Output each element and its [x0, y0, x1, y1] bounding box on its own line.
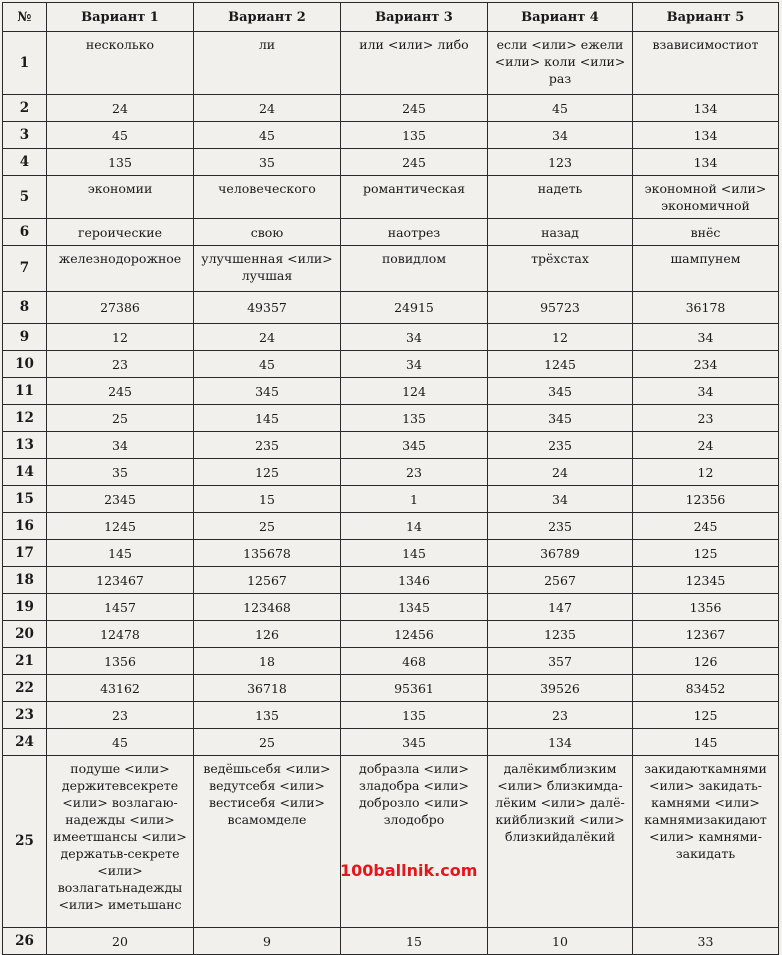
- table-row: [3, 928, 779, 955]
- answer-cell-variant-2: человеческого: [194, 176, 341, 219]
- answer-cell-variant-4: 345: [488, 405, 633, 432]
- answer-cell-variant-1: 20: [47, 928, 194, 955]
- row-number: 15: [3, 486, 47, 513]
- answer-cell-variant-5: 134: [633, 122, 779, 149]
- answer-cell-variant-3: 245: [341, 149, 488, 176]
- row-number: 10: [3, 351, 47, 378]
- table-row: [3, 459, 779, 486]
- answer-cell-variant-4: надеть: [488, 176, 633, 219]
- row-number: 12: [3, 405, 47, 432]
- table-row: [3, 432, 779, 459]
- answer-cell-variant-3: или <или> либо: [341, 32, 488, 95]
- answer-cell-variant-2: 45: [194, 122, 341, 149]
- answer-cell-variant-3: 1346: [341, 567, 488, 594]
- row-number: 25: [3, 756, 47, 928]
- row-number: 13: [3, 432, 47, 459]
- answer-cell-variant-2: 25: [194, 729, 341, 756]
- row-number: 6: [3, 219, 47, 246]
- answer-cell-variant-2: 126: [194, 621, 341, 648]
- row-number: 23: [3, 702, 47, 729]
- answer-cell-variant-2: 135678: [194, 540, 341, 567]
- answer-cell-variant-3: 135: [341, 405, 488, 432]
- answer-cell-variant-3: 34: [341, 324, 488, 351]
- answer-cell-variant-2: 345: [194, 378, 341, 405]
- answer-cell-variant-1: 123467: [47, 567, 194, 594]
- answer-cell-variant-3: 468: [341, 648, 488, 675]
- answer-cell-variant-4: 235: [488, 513, 633, 540]
- answer-cell-variant-1: героические: [47, 219, 194, 246]
- row-number: 18: [3, 567, 47, 594]
- answer-cell-variant-2: 24: [194, 95, 341, 122]
- answer-cell-variant-1: 27386: [47, 292, 194, 324]
- answer-cell-variant-3: 1: [341, 486, 488, 513]
- header-variant-2: Вариант 2: [194, 3, 341, 32]
- header-row: [3, 3, 779, 32]
- row-number: 24: [3, 729, 47, 756]
- answer-cell-variant-3: 124: [341, 378, 488, 405]
- answer-cell-variant-4: 123: [488, 149, 633, 176]
- answer-cell-variant-4: 23: [488, 702, 633, 729]
- answer-cell-variant-5: экономной <или> экономичной: [633, 176, 779, 219]
- table-row: [3, 292, 779, 324]
- answer-cell-variant-1: 34: [47, 432, 194, 459]
- answer-cell-variant-3: 135: [341, 122, 488, 149]
- answer-cell-variant-3: наотрез: [341, 219, 488, 246]
- answer-cell-variant-5: закидаюткамнями <или> закидать-камнями <или> камнямизакидают <или> камнями-закидать: [633, 756, 779, 928]
- answer-cell-variant-4: 34: [488, 486, 633, 513]
- table-row: [3, 702, 779, 729]
- table-row: [3, 405, 779, 432]
- table-row: [3, 32, 779, 95]
- answer-cell-variant-5: взависимостиот: [633, 32, 779, 95]
- answer-cell-variant-4: 36789: [488, 540, 633, 567]
- answer-cell-variant-5: внёс: [633, 219, 779, 246]
- row-number: 11: [3, 378, 47, 405]
- answer-cell-variant-1: 12: [47, 324, 194, 351]
- answer-cell-variant-4: 357: [488, 648, 633, 675]
- table-row: [3, 219, 779, 246]
- answer-cell-variant-1: 1356: [47, 648, 194, 675]
- row-number: 5: [3, 176, 47, 219]
- table-row: [3, 621, 779, 648]
- answer-cell-variant-3: 95361: [341, 675, 488, 702]
- header-variant-5: Вариант 5: [633, 3, 779, 32]
- answer-cell-variant-3: 345: [341, 729, 488, 756]
- row-number: 21: [3, 648, 47, 675]
- table-row: [3, 486, 779, 513]
- answer-cell-variant-1: 25: [47, 405, 194, 432]
- answer-cell-variant-1: подуше <или> держитевсекрете <или> возлагаю-надежды <или> имеетшансы <или> держатьв-секрете <или> возлагатьнадежды <или> иметьшанс: [47, 756, 194, 928]
- answer-cell-variant-2: 25: [194, 513, 341, 540]
- answer-cell-variant-2: 15: [194, 486, 341, 513]
- table-row: [3, 122, 779, 149]
- answer-cell-variant-4: 34: [488, 122, 633, 149]
- answer-cell-variant-1: 23: [47, 702, 194, 729]
- row-number: 2: [3, 95, 47, 122]
- answer-cell-variant-3: 345: [341, 432, 488, 459]
- answer-cell-variant-3: 24915: [341, 292, 488, 324]
- answer-cell-variant-4: 95723: [488, 292, 633, 324]
- answer-cell-variant-5: 245: [633, 513, 779, 540]
- answer-cell-variant-4: 39526: [488, 675, 633, 702]
- answer-cell-variant-5: 12: [633, 459, 779, 486]
- answer-cell-variant-5: 125: [633, 540, 779, 567]
- row-number: 8: [3, 292, 47, 324]
- header-variant-1: Вариант 1: [47, 3, 194, 32]
- answer-cell-variant-1: 45: [47, 122, 194, 149]
- header-number: №: [3, 3, 47, 32]
- row-number: 4: [3, 149, 47, 176]
- answer-cell-variant-4: назад: [488, 219, 633, 246]
- answer-cell-variant-4: 235: [488, 432, 633, 459]
- watermark: 100ballnik.com: [340, 861, 478, 880]
- answer-cell-variant-3: 23: [341, 459, 488, 486]
- answer-cell-variant-1: 1457: [47, 594, 194, 621]
- header-variant-3: Вариант 3: [341, 3, 488, 32]
- answer-cell-variant-4: 345: [488, 378, 633, 405]
- row-number: 3: [3, 122, 47, 149]
- answer-cell-variant-4: 10: [488, 928, 633, 955]
- answer-cell-variant-5: 33: [633, 928, 779, 955]
- answer-cell-variant-3: 15: [341, 928, 488, 955]
- answer-cell-variant-1: 2345: [47, 486, 194, 513]
- answer-cell-variant-5: 23: [633, 405, 779, 432]
- answer-cell-variant-5: 12367: [633, 621, 779, 648]
- table-row: [3, 513, 779, 540]
- answer-cell-variant-4: 12: [488, 324, 633, 351]
- table-row: [3, 567, 779, 594]
- answer-cell-variant-5: 134: [633, 149, 779, 176]
- answer-cell-variant-5: 125: [633, 702, 779, 729]
- answer-cell-variant-4: 45: [488, 95, 633, 122]
- row-number: 1: [3, 32, 47, 95]
- answer-cell-variant-1: 12478: [47, 621, 194, 648]
- answer-cell-variant-4: 1245: [488, 351, 633, 378]
- answer-cell-variant-5: 145: [633, 729, 779, 756]
- answer-cell-variant-2: 125: [194, 459, 341, 486]
- answer-cell-variant-5: 234: [633, 351, 779, 378]
- answer-cell-variant-2: 123468: [194, 594, 341, 621]
- table-row: [3, 594, 779, 621]
- answer-cell-variant-3: 245: [341, 95, 488, 122]
- answer-cell-variant-5: 1356: [633, 594, 779, 621]
- answer-cell-variant-3: 14: [341, 513, 488, 540]
- row-number: 22: [3, 675, 47, 702]
- answer-cell-variant-1: 35: [47, 459, 194, 486]
- answer-cell-variant-1: 1245: [47, 513, 194, 540]
- answer-cell-variant-3: 12456: [341, 621, 488, 648]
- answer-cell-variant-4: 24: [488, 459, 633, 486]
- row-number: 19: [3, 594, 47, 621]
- table-row: [3, 378, 779, 405]
- row-number: 20: [3, 621, 47, 648]
- answer-cell-variant-1: 43162: [47, 675, 194, 702]
- table-row: [3, 149, 779, 176]
- answer-cell-variant-3: 135: [341, 702, 488, 729]
- answer-cell-variant-3: 1345: [341, 594, 488, 621]
- answer-cell-variant-2: 145: [194, 405, 341, 432]
- table-row: [3, 246, 779, 292]
- answer-cell-variant-1: 145: [47, 540, 194, 567]
- table-body: [3, 32, 779, 955]
- answer-cell-variant-5: 34: [633, 324, 779, 351]
- answer-cell-variant-5: 12345: [633, 567, 779, 594]
- answer-cell-variant-4: 134: [488, 729, 633, 756]
- answer-cell-variant-1: 24: [47, 95, 194, 122]
- answer-cell-variant-4: 147: [488, 594, 633, 621]
- answer-table: [2, 2, 779, 955]
- answer-cell-variant-2: 235: [194, 432, 341, 459]
- row-number: 17: [3, 540, 47, 567]
- answer-cell-variant-4: далёкимблизким <или> близкимда-лёким <или> далё-кийблизкий <или> близкийдалёкий: [488, 756, 633, 928]
- answer-cell-variant-4: трёхстах: [488, 246, 633, 292]
- answer-cell-variant-2: 18: [194, 648, 341, 675]
- answer-cell-variant-2: свою: [194, 219, 341, 246]
- table-row: [3, 756, 779, 928]
- row-number: 14: [3, 459, 47, 486]
- answer-cell-variant-2: 9: [194, 928, 341, 955]
- answer-cell-variant-5: 83452: [633, 675, 779, 702]
- answer-cell-variant-3: добразла <или> зладобра <или> доброзло <или> злодобро: [341, 756, 488, 928]
- answer-cell-variant-1: 245: [47, 378, 194, 405]
- table-row: [3, 729, 779, 756]
- table-row: [3, 324, 779, 351]
- table-row: [3, 351, 779, 378]
- answer-cell-variant-2: 36718: [194, 675, 341, 702]
- answer-cell-variant-2: 24: [194, 324, 341, 351]
- answer-cell-variant-1: 135: [47, 149, 194, 176]
- table-row: [3, 95, 779, 122]
- answer-cell-variant-5: 134: [633, 95, 779, 122]
- answer-cell-variant-5: шампунем: [633, 246, 779, 292]
- table-row: [3, 176, 779, 219]
- answer-cell-variant-3: 145: [341, 540, 488, 567]
- answer-cell-variant-1: железнодорожное: [47, 246, 194, 292]
- answer-cell-variant-1: 23: [47, 351, 194, 378]
- answer-cell-variant-2: 45: [194, 351, 341, 378]
- answer-cell-variant-5: 126: [633, 648, 779, 675]
- answer-cell-variant-1: несколько: [47, 32, 194, 95]
- answer-cell-variant-3: романтическая: [341, 176, 488, 219]
- answer-cell-variant-3: 34: [341, 351, 488, 378]
- row-number: 7: [3, 246, 47, 292]
- answer-cell-variant-2: 135: [194, 702, 341, 729]
- answer-cell-variant-5: 12356: [633, 486, 779, 513]
- row-number: 26: [3, 928, 47, 955]
- answer-cell-variant-4: если <или> ежели <или> коли <или> раз: [488, 32, 633, 95]
- answer-cell-variant-1: 45: [47, 729, 194, 756]
- answer-cell-variant-5: 34: [633, 378, 779, 405]
- answer-cell-variant-3: повидлом: [341, 246, 488, 292]
- table-row: [3, 540, 779, 567]
- answer-cell-variant-4: 1235: [488, 621, 633, 648]
- answer-cell-variant-2: 35: [194, 149, 341, 176]
- answer-cell-variant-1: экономии: [47, 176, 194, 219]
- table-row: [3, 648, 779, 675]
- answer-cell-variant-5: 36178: [633, 292, 779, 324]
- answer-cell-variant-2: улучшенная <или> лучшая: [194, 246, 341, 292]
- table-row: [3, 675, 779, 702]
- answer-cell-variant-2: ведёшьсебя <или> ведутсебя <или> вестисебя <или> всамомделе: [194, 756, 341, 928]
- answer-cell-variant-2: ли: [194, 32, 341, 95]
- answer-cell-variant-2: 12567: [194, 567, 341, 594]
- answer-cell-variant-5: 24: [633, 432, 779, 459]
- header-variant-4: Вариант 4: [488, 3, 633, 32]
- row-number: 9: [3, 324, 47, 351]
- answer-cell-variant-4: 2567: [488, 567, 633, 594]
- row-number: 16: [3, 513, 47, 540]
- answer-cell-variant-2: 49357: [194, 292, 341, 324]
